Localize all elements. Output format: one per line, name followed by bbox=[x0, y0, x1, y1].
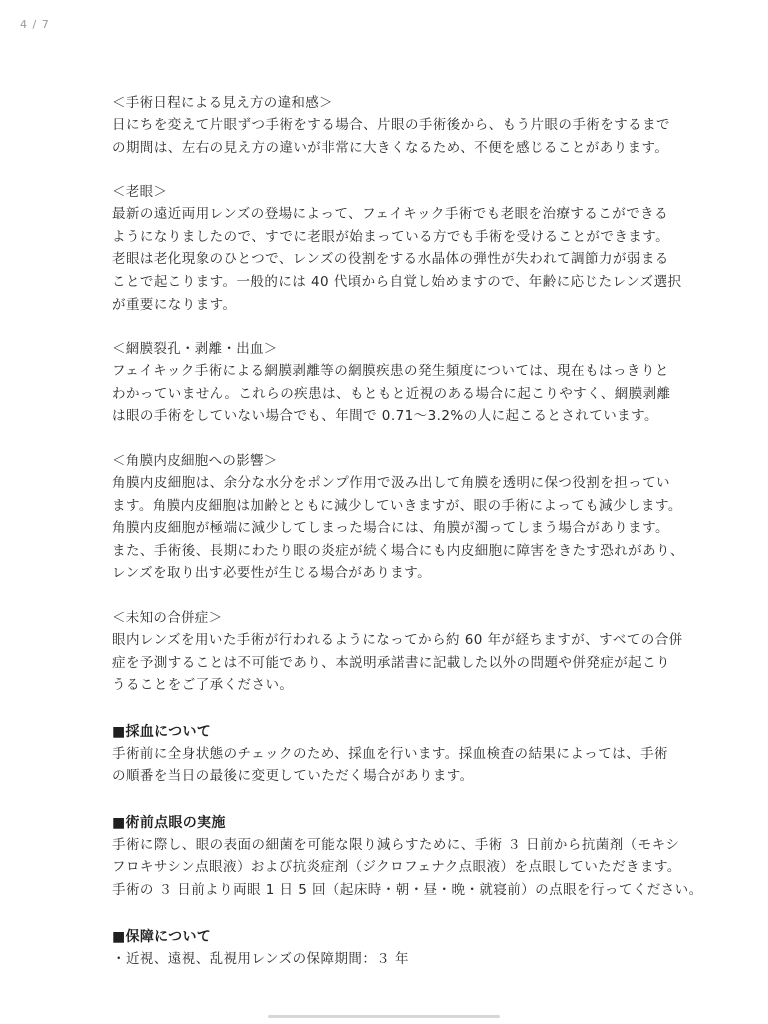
paragraph-line: 症を予測することは不可能であり、本説明承諾書に記載した以外の問題や併発症が起こり bbox=[112, 654, 670, 671]
paragraph-line: 手術に際し、眼の表面の細菌を可能な限り減らすために、手術 ３ 日前から抗菌剤（モキシ bbox=[112, 836, 680, 853]
section-heading: ■保障について bbox=[112, 928, 212, 945]
paragraph-line: が重要になります。 bbox=[112, 296, 237, 313]
paragraph-line: の期間は、左右の見え方の違いが非常に大きくなるため、不便を感じることがあります。 bbox=[112, 139, 669, 156]
section-surgery-schedule bbox=[112, 92, 668, 159]
section-paragraph bbox=[112, 948, 668, 971]
section-heading: ＜手術日程による見え方の違和感＞ bbox=[112, 95, 333, 111]
paragraph-line: フロキサシン点眼液）および抗炎症剤（ジクロフェナク点眼液）を点眼していただきます。 bbox=[112, 859, 681, 876]
paragraph-line: 老眼は老化現象のひとつで、レンズの役割をする水晶体の弾性が失われて調節力が弱まる bbox=[112, 251, 669, 268]
paragraph-line: 眼内レンズを用いた手術が行われるようになってから約 60 年が経ちますが、すべての合併 bbox=[112, 631, 683, 648]
section-heading: ■採血について bbox=[112, 723, 212, 740]
section-paragraph bbox=[112, 114, 668, 159]
paragraph-line: 角膜内皮細胞が極端に減少してしまった場合には、角膜が濁ってしまう場合があります。 bbox=[112, 520, 669, 537]
section-heading: ＜老眼＞ bbox=[112, 184, 168, 201]
section-paragraph bbox=[112, 629, 683, 697]
section-heading: ＜網膜裂孔・剥離・出血＞ bbox=[112, 341, 278, 358]
section-preop-eyedrops bbox=[112, 812, 703, 902]
paragraph-line: ・近視、遠視、乱視用レンズの保障期間：３ 年 bbox=[112, 950, 409, 967]
paragraph-line: フェイキック手術による網膜剥離等の網膜疾患の発生頻度については、現在もはっきりと bbox=[112, 363, 669, 380]
section-presbyopia bbox=[112, 181, 682, 316]
section-blood-test bbox=[112, 721, 668, 788]
paragraph-line: の順番を当日の最後に変更していただく場合があります。 bbox=[112, 768, 474, 785]
paragraph-line: 最新の遠近両用レンズの登場によって、フェイキック手術でも老眼を治療するこができる bbox=[112, 206, 669, 223]
section-retina bbox=[112, 338, 671, 428]
paragraph-line: 手術の ３ 日前より両眼 1 日 5 回（起床時・朝・昼・晩・就寝前）の点眼を行ってください。 bbox=[112, 882, 703, 899]
section-warranty bbox=[112, 926, 668, 971]
section-paragraph bbox=[112, 834, 703, 902]
paragraph-line: うることをご了承ください。 bbox=[112, 677, 294, 694]
section-corneal-endothelium bbox=[112, 450, 684, 585]
paragraph-line: 手術前に全身状態のチェックのため、採血を行います。採血検査の結果によっては、手術 bbox=[112, 745, 668, 762]
scroll-indicator[interactable] bbox=[268, 1015, 500, 1018]
section-paragraph bbox=[112, 472, 684, 585]
paragraph-line: レンズを取り出す必要性が生じる場合があります。 bbox=[112, 565, 432, 582]
section-paragraph bbox=[112, 360, 671, 428]
paragraph-line: ます。角膜内皮細胞は加齢とともに減少していきますが、眼の手術によっても減少します。 bbox=[112, 497, 682, 514]
document-body bbox=[112, 92, 703, 970]
section-heading: ＜未知の合併症＞ bbox=[112, 609, 223, 626]
paragraph-line: わかっていません。これらの疾患は、もともと近視のある場合に起こりやすく、網膜剥離 bbox=[112, 385, 671, 402]
section-paragraph bbox=[112, 743, 668, 788]
paragraph-line: ことで起こります。一般的には 40 代頃から自覚し始めますので、年齢に応じたレンズ選択 bbox=[112, 273, 682, 290]
section-heading: ＜角膜内皮細胞への影響＞ bbox=[112, 452, 278, 469]
paragraph-line: 角膜内皮細胞は、余分な水分をポンプ作用で汲み出して角膜を透明に保つ役割を担ってい bbox=[112, 474, 670, 491]
paragraph-line: 日にちを変えて片眼ずつ手術をする場合、片眼の手術後から、もう片眼の手術をするまで bbox=[112, 117, 670, 133]
page-indicator: 4 / 7 bbox=[20, 18, 50, 31]
paragraph-line: は眼の手術をしていない場合でも、年間で 0.71〜3.2%の人に起こるとされています。 bbox=[112, 408, 658, 425]
section-paragraph bbox=[112, 203, 682, 316]
paragraph-line: ようになりましたので、すでに老眼が始まっている方でも手術を受けることができます。 bbox=[112, 228, 670, 245]
paragraph-line: また、手術後、長期にわたり眼の炎症が続く場合にも内皮細胞に障害をきたす恐れがあり、 bbox=[112, 542, 684, 559]
section-unknown-complications bbox=[112, 607, 683, 697]
section-heading: ■術前点眼の実施 bbox=[112, 814, 226, 831]
